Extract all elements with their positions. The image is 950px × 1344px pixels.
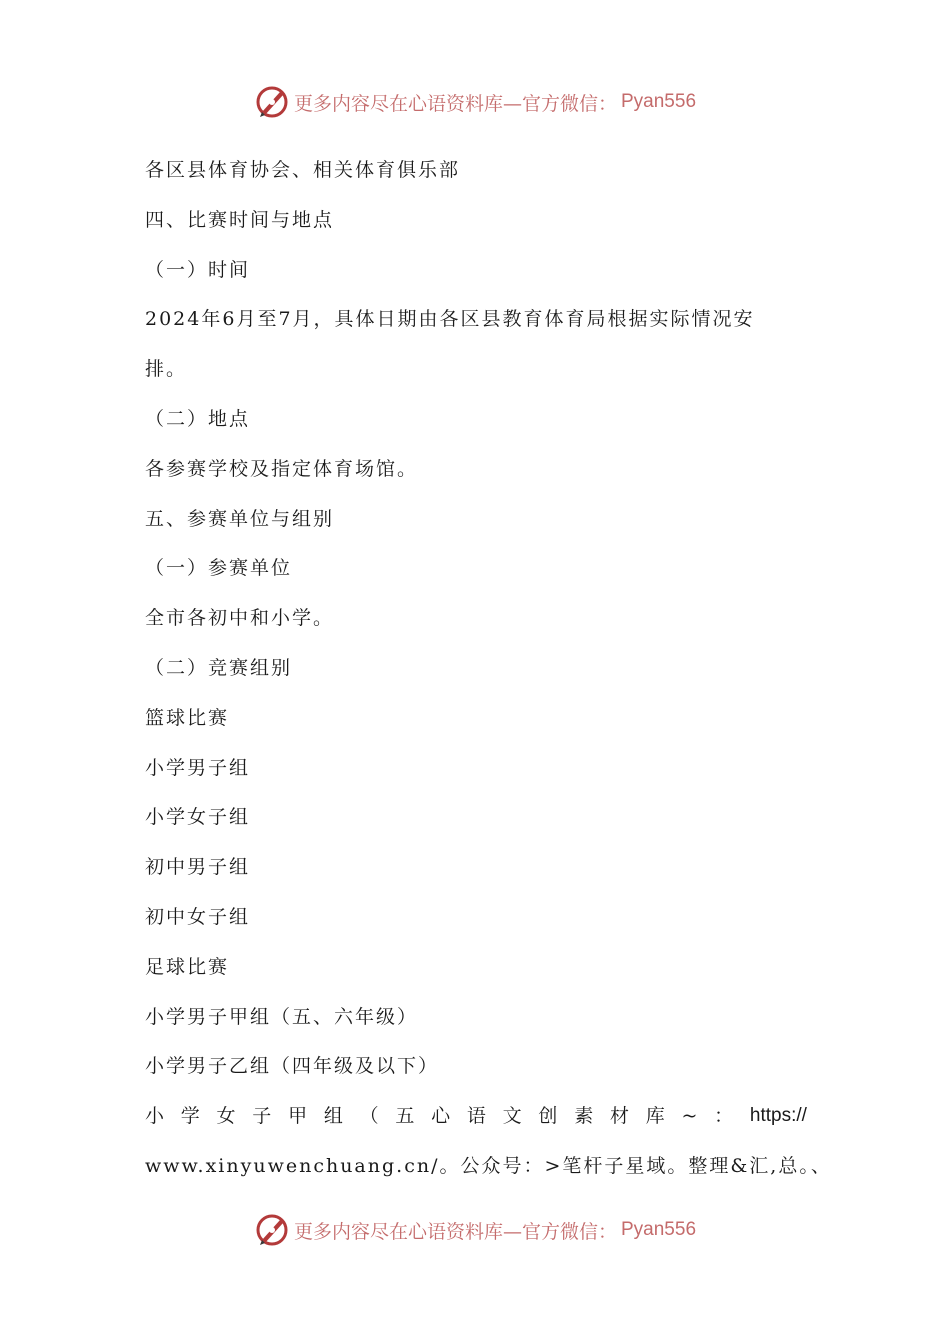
list-item: 小学男子甲组（五、六年级） (145, 1005, 419, 1028)
text-line: 2024年6月至7月，具体日期由各区县教育体育局根据实际情况安 (145, 308, 755, 331)
list-item: 小学女子组 (145, 806, 251, 829)
section-heading: 五、参赛单位与组别 (145, 507, 335, 530)
url-fragment: https:// (749, 1105, 807, 1127)
justified-char: 材 (609, 1105, 629, 1128)
subsection-heading: （二）地点 (145, 407, 251, 430)
section-heading: 四、比赛时间与地点 (145, 208, 335, 231)
banner-contact: Pyan556 (621, 91, 697, 112)
justified-char: 语 (466, 1105, 486, 1128)
justified-char: ~ (681, 1105, 698, 1128)
category-heading: 篮球比赛 (145, 706, 230, 729)
justified-char: 女 (216, 1105, 236, 1128)
list-item: 小学男子乙组（四年级及以下） (145, 1055, 440, 1078)
document-body (145, 150, 832, 1196)
justified-char: 甲 (288, 1105, 308, 1128)
justified-line (145, 1096, 807, 1146)
text-line: 排。 (145, 358, 188, 381)
pen-logo-icon (254, 84, 290, 120)
footer-banner (0, 1210, 950, 1250)
list-item: 初中女子组 (145, 905, 251, 928)
justified-char: 心 (431, 1105, 451, 1128)
banner-text: 更多内容尽在心语资料库—官方微信： (293, 92, 617, 115)
category-heading: 足球比赛 (145, 955, 230, 978)
header-banner (0, 82, 950, 122)
text-line: 各参赛学校及指定体育场馆。 (145, 457, 419, 480)
justified-char: ： (714, 1105, 734, 1128)
justified-char: （ (359, 1105, 379, 1128)
banner-text: 更多内容尽在心语资料库—官方微信： (293, 1220, 617, 1243)
justified-char: 子 (252, 1105, 272, 1128)
subsection-heading: （一）时间 (145, 258, 251, 281)
text-line: 全市各初中和小学。 (145, 607, 335, 630)
justified-char: 组 (323, 1105, 343, 1128)
justified-char: 小 (145, 1105, 165, 1128)
justified-char: 素 (574, 1105, 594, 1128)
justified-char: 学 (180, 1105, 200, 1128)
url-line: www.xinyuwenchuang.cn/。公众号：>笔杆子星域。整理&汇,总。、 (145, 1154, 832, 1177)
subsection-heading: （一）参赛单位 (145, 557, 293, 580)
justified-char: 文 (502, 1105, 522, 1128)
list-item: 初中男子组 (145, 856, 251, 879)
pen-logo-icon (254, 1212, 290, 1248)
justified-char: 库 (645, 1105, 665, 1128)
banner-contact: Pyan556 (621, 1219, 697, 1240)
list-item: 小学男子组 (145, 756, 251, 779)
text-line: 各区县体育协会、相关体育俱乐部 (145, 159, 461, 181)
justified-char: 创 (538, 1105, 558, 1128)
subsection-heading: （二）竞赛组别 (145, 656, 293, 679)
justified-char: 五 (395, 1105, 415, 1128)
